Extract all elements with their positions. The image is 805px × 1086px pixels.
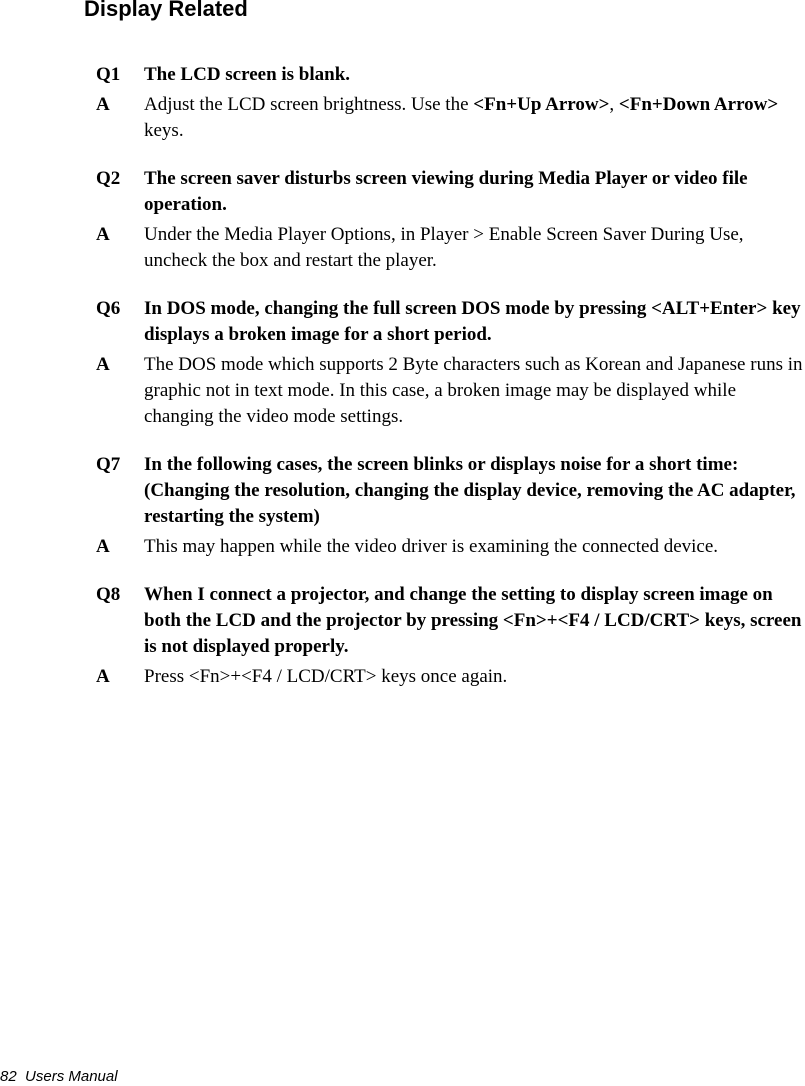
question-row xyxy=(96,582,805,660)
answer-row xyxy=(96,222,805,274)
answer-text xyxy=(144,92,805,144)
question-row xyxy=(96,62,805,88)
faq-item xyxy=(96,452,805,560)
question-label: Q6 xyxy=(96,298,121,319)
answer-label: A xyxy=(96,536,110,557)
question-row xyxy=(96,166,805,218)
question-label: Q1 xyxy=(96,64,121,85)
question-row xyxy=(96,296,805,348)
manual-title: Users Manual xyxy=(25,1068,118,1085)
answer-row xyxy=(96,352,805,430)
question-label: Q7 xyxy=(96,454,121,475)
question-text: In the following cases, the screen blinks or displays noise for a short time: (Changing the resolution, changing the display device, removing the AC adapter, restarting the system) xyxy=(144,454,796,527)
page-number: 82 xyxy=(0,1068,17,1085)
faq-item xyxy=(96,296,805,430)
question-row xyxy=(96,452,805,530)
faq-list xyxy=(96,62,805,712)
question-label: Q2 xyxy=(96,168,121,189)
answer-text-segment: Press <Fn>+<F4 / LCD/CRT> keys once again. xyxy=(144,666,508,687)
faq-item xyxy=(96,62,805,144)
section-title: Display Related xyxy=(84,0,248,21)
answer-text-segment: The DOS mode which supports 2 Byte characters such as Korean and Japanese runs in graphic not in text mode. In this case, a broken image may be displayed while changing the video mode settings. xyxy=(144,354,803,427)
answer-text-segment: Under the Media Player Options, in Player > Enable Screen Saver During Use, uncheck the box and restart the player. xyxy=(144,224,744,271)
question-text: In DOS mode, changing the full screen DOS mode by pressing <ALT+Enter> key displays a broken image for a short period. xyxy=(144,298,801,345)
answer-label: A xyxy=(96,94,110,115)
page-footer xyxy=(0,1068,118,1086)
answer-label: A xyxy=(96,354,110,375)
question-text: When I connect a projector, and change the setting to display screen image on both the LCD and the projector by pressing <Fn>+<F4 / LCD/CRT> keys, screen is not displayed properly. xyxy=(144,584,802,657)
answer-row xyxy=(96,92,805,144)
question-text: The screen saver disturbs screen viewing during Media Player or video file operation. xyxy=(144,168,748,215)
answer-label: A xyxy=(96,666,110,687)
answer-text xyxy=(144,222,805,274)
question-text: The LCD screen is blank. xyxy=(144,64,351,85)
answer-text xyxy=(144,534,805,560)
answer-key-combo: <Fn+Up Arrow> xyxy=(473,94,610,115)
answer-text-segment: , xyxy=(609,94,619,115)
answer-text xyxy=(144,352,805,430)
faq-item xyxy=(96,582,805,690)
answer-row xyxy=(96,534,805,560)
answer-key-combo: <Fn+Down Arrow> xyxy=(618,94,779,115)
answer-label: A xyxy=(96,224,110,245)
answer-row xyxy=(96,664,805,690)
answer-text-segment: keys. xyxy=(144,120,184,141)
faq-item xyxy=(96,166,805,274)
answer-text-segment: This may happen while the video driver is examining the connected device. xyxy=(144,536,719,557)
answer-text xyxy=(144,664,805,690)
answer-text-segment: Adjust the LCD screen brightness. Use the xyxy=(144,94,474,115)
question-label: Q8 xyxy=(96,584,121,605)
